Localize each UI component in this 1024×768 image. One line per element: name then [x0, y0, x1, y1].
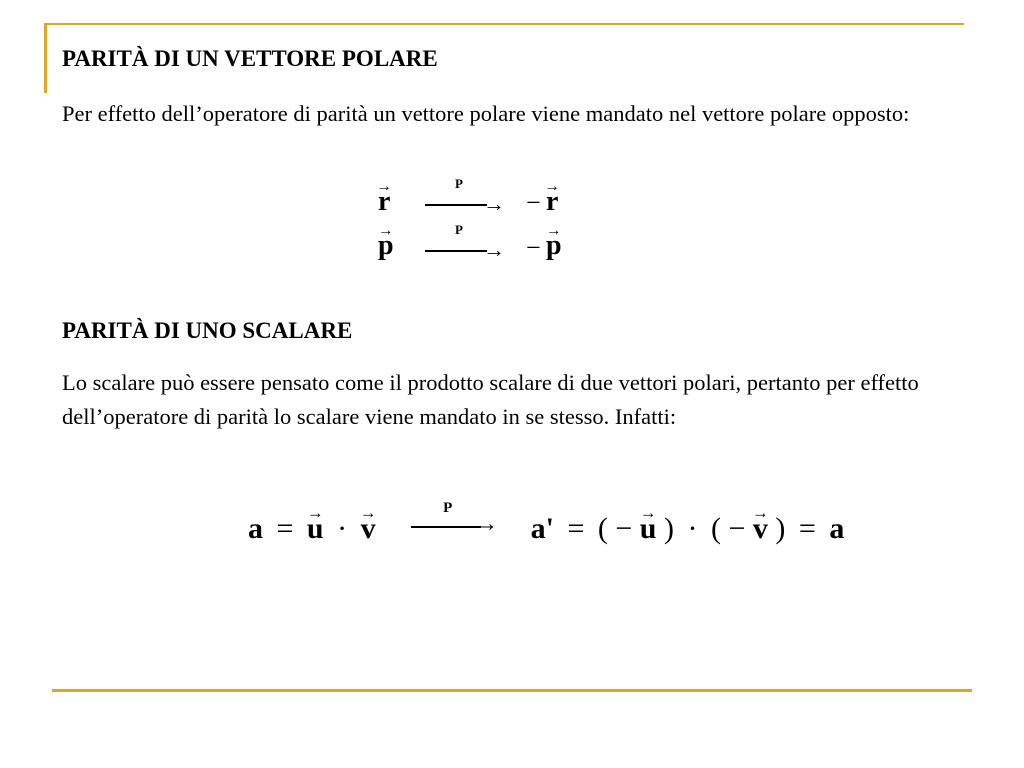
scalar-a-prime: a'	[530, 512, 554, 545]
equals-sign: =	[567, 512, 585, 545]
close-paren: )	[663, 512, 674, 545]
equation-scalar-parity	[248, 500, 845, 546]
dot-operator: ·	[687, 512, 698, 545]
section-text-polar-vector: Per effetto dell’operatore di parità un vettore polare viene mandato nel vettore polare opposto:	[62, 101, 910, 126]
scalar-a: a	[829, 512, 845, 545]
arrow-head-icon: →	[483, 237, 505, 262]
minus-sign: −	[728, 512, 746, 545]
left-accent-bar	[44, 23, 47, 93]
close-paren: )	[775, 512, 786, 545]
minus-sign: −	[526, 233, 541, 262]
vector-u: → u	[640, 512, 657, 546]
vector-r-right: → r	[546, 186, 558, 218]
scalar-a: a	[248, 512, 263, 545]
dot-operator: ·	[337, 512, 348, 545]
minus-sign: −	[615, 512, 633, 545]
section-heading-polar-vector: PARITÀ DI UN VETTORE POLARE	[62, 46, 438, 71]
vector-u: → u	[307, 512, 324, 546]
vector-v: → v	[361, 512, 376, 546]
minus-sign: −	[526, 188, 541, 217]
top-divider	[44, 23, 964, 25]
open-paren: (	[597, 512, 608, 545]
equals-sign: =	[798, 512, 816, 545]
arrow-head-icon: →	[474, 511, 499, 538]
parity-arrow-3	[411, 500, 499, 546]
section-text-scalar: Lo scalare può essere pensato come il prodotto scalare di due vettori polari, pertanto per effetto dell’operatore di parità lo scalare viene mandato in se stesso. Infatti:	[62, 370, 919, 429]
vector-v: → v	[753, 512, 768, 546]
parity-arrow-2	[425, 222, 505, 264]
vector-p-right: → p	[546, 230, 562, 262]
equals-sign: =	[276, 512, 294, 545]
bottom-divider	[52, 689, 972, 692]
parity-operator-label: P	[455, 222, 463, 237]
arrow-head-icon: →	[483, 191, 505, 216]
open-paren: (	[710, 512, 721, 545]
vector-r-left: → r	[378, 186, 390, 218]
parity-arrow-1	[425, 176, 505, 218]
section-heading-scalar: PARITÀ DI UNO SCALARE	[62, 318, 353, 343]
parity-operator-label: P	[443, 500, 453, 517]
vector-p-left: → p	[378, 230, 394, 262]
parity-operator-label: P	[455, 176, 463, 191]
